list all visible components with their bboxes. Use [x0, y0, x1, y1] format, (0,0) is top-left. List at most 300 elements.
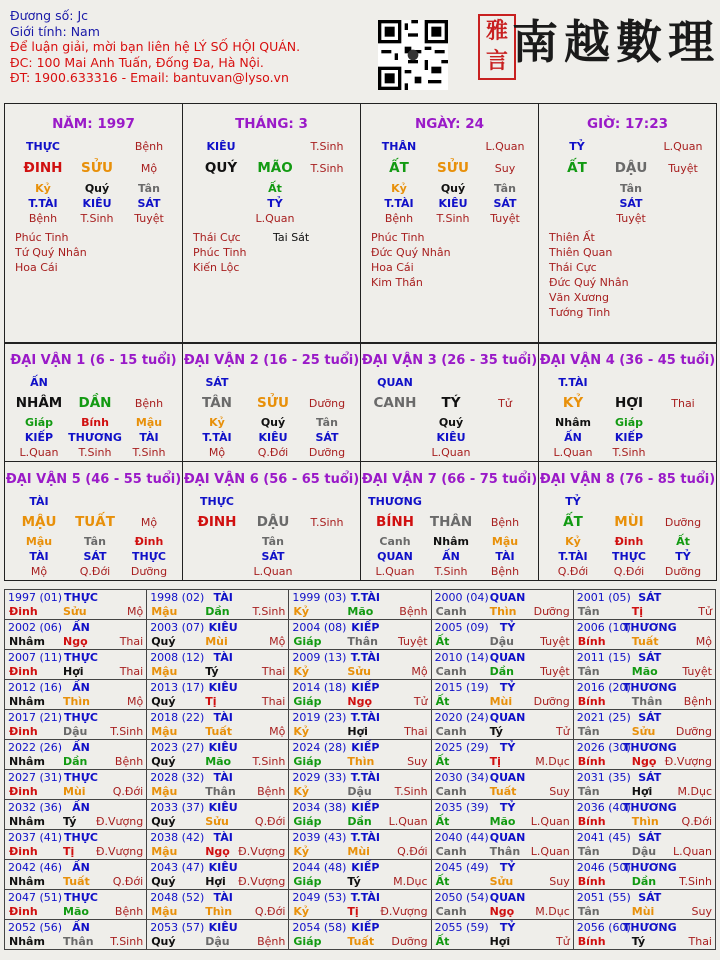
year-cell-content: [147, 890, 288, 919]
star-item: Thiên Quan: [549, 246, 613, 259]
cycle-hidden-god: THỰC: [612, 550, 646, 563]
year-label: 2013 (17): [150, 681, 205, 694]
year-status: Tử: [698, 605, 712, 618]
year-status: Mộ: [411, 665, 428, 678]
year-status: Bệnh: [683, 695, 712, 708]
year-god: T.TÀI: [350, 771, 381, 784]
year-label: 2002 (06): [8, 621, 63, 634]
year-row: [5, 590, 716, 620]
year-cell: [147, 740, 289, 770]
year-branch: Thìn: [347, 755, 375, 768]
year-label: 2022 (26): [8, 741, 63, 754]
year-branch: Ngọ: [347, 695, 373, 708]
year-stem: Nhâm: [9, 755, 45, 768]
year-cell-content: [432, 620, 573, 649]
branch-status: Suy: [494, 162, 516, 175]
year-label: 2020 (24): [434, 711, 489, 724]
year-label: 2027 (31): [8, 771, 63, 784]
luck-cycles-row-2: [4, 461, 717, 581]
year-row: [5, 920, 716, 950]
year-branch: Tị: [347, 905, 359, 918]
year-stem: Ất: [435, 635, 450, 648]
year-stem: Quý: [151, 815, 176, 828]
cycle-stem: NHÂM: [15, 395, 63, 411]
luck-cycle-7: [361, 462, 539, 581]
year-label: 1999 (03): [292, 591, 347, 604]
heaven-stem: ẤT: [389, 160, 409, 176]
year-label: 2026 (30): [576, 741, 631, 754]
year-status: M.Dục: [535, 755, 570, 768]
year-cell-content: [574, 680, 715, 709]
year-status: L.Quan: [673, 845, 712, 858]
year-branch: Sửu: [489, 875, 514, 888]
year-status: Đ.Vượng: [95, 815, 144, 828]
year-status: Thai: [688, 935, 712, 948]
cycle-status: Bệnh: [490, 516, 520, 529]
stem-god: THÂN: [381, 140, 417, 153]
year-cell-content: [432, 680, 573, 709]
year-label: 2055 (59): [434, 921, 489, 934]
year-cell: [573, 710, 715, 740]
year-label: 2009 (13): [292, 651, 347, 664]
heaven-stem: ẤT: [567, 160, 587, 176]
year-label: 2045 (49): [434, 861, 489, 874]
year-cell: [431, 800, 573, 830]
year-god: QUAN: [489, 891, 526, 904]
year-cell: [573, 770, 715, 800]
year-stem: Kỷ: [293, 905, 310, 918]
year-status: Đ.Vượng: [380, 905, 428, 918]
hidden-god: TỶ: [267, 197, 283, 210]
cycle-title: ĐẠI VẬN 6 (56 - 65 tuổi): [183, 472, 360, 487]
year-stem: Mậu: [151, 665, 178, 678]
year-god: TÀI: [213, 891, 233, 904]
year-branch: Ngọ: [489, 905, 515, 918]
year-status: Suy: [549, 785, 570, 798]
year-row: [5, 650, 716, 680]
year-row: [5, 740, 716, 770]
year-branch: Sửu: [631, 725, 656, 738]
cycle-stem: CANH: [373, 395, 417, 411]
cycle-hidden-god: QUAN: [377, 550, 413, 563]
cycle-status: Dưỡng: [664, 516, 702, 529]
year-label: 2040 (44): [434, 831, 489, 844]
year-stem: Quý: [151, 635, 176, 648]
year-branch: Hợi: [489, 935, 511, 948]
cycle-hidden-stem: Bính: [81, 416, 109, 429]
year-god: THỰC: [64, 891, 98, 904]
year-branch: Dậu: [489, 635, 514, 648]
hidden-stem: Quý: [84, 182, 110, 195]
pillar-2: [361, 104, 539, 344]
cycle-hidden-stem: Tân: [84, 535, 106, 548]
year-stem: Canh: [435, 905, 467, 918]
cycle-god: TỶ: [565, 495, 581, 508]
cycle-hidden-status: T.Sinh: [132, 446, 166, 459]
year-label: 2035 (39): [434, 801, 489, 814]
year-status: Dưỡng: [533, 695, 570, 708]
year-row: [5, 680, 716, 710]
year-god: TỶ: [499, 861, 516, 874]
year-cell: [431, 590, 573, 620]
year-god: THƯƠNG: [622, 681, 677, 694]
year-branch: Dậu: [347, 785, 372, 798]
year-label: 2049 (53): [292, 891, 347, 904]
year-stem: Mậu: [151, 605, 178, 618]
year-stem: Đinh: [9, 725, 38, 738]
cycle-stem: ĐINH: [197, 514, 237, 530]
year-cell: [573, 920, 715, 950]
year-label: 2039 (43): [292, 831, 347, 844]
year-cell: [573, 620, 715, 650]
pillar-title: GIỜ: 17:23: [587, 116, 668, 132]
year-branch: Thìn: [205, 905, 233, 918]
cycle-hidden-stem: Mậu: [491, 535, 519, 548]
year-status: Bệnh: [399, 605, 428, 618]
year-status: M.Dục: [677, 785, 712, 798]
pillar-title: THÁNG: 3: [235, 116, 308, 132]
cycle-branch: DẬU: [256, 514, 290, 530]
year-god: TỶ: [499, 921, 516, 934]
cycle-hidden-status: L.Quan: [431, 446, 471, 459]
star-item: Đức Quý Nhân: [371, 246, 451, 259]
cycle-god: TÀI: [29, 495, 49, 508]
year-cell-content: [574, 710, 715, 739]
year-label: 2052 (56): [8, 921, 63, 934]
earth-branch: DẬU: [614, 160, 648, 176]
year-label: 2054 (58): [292, 921, 347, 934]
seal-stamp: 雅 言: [478, 14, 516, 80]
year-god: ẤN: [72, 681, 90, 694]
year-status: Mộ: [269, 635, 286, 648]
year-cell-content: [5, 920, 146, 949]
cycle-hidden-stem: Ất: [676, 535, 690, 548]
year-cell-content: [147, 680, 288, 709]
year-status: T.Sinh: [252, 755, 286, 768]
year-status: T.Sinh: [394, 785, 428, 798]
year-branch: Tị: [205, 695, 217, 708]
year-cell: [289, 590, 431, 620]
cycle-hidden-stem: Giáp: [24, 416, 54, 429]
year-status: L.Quan: [530, 815, 570, 828]
star-item: Tướng Tinh: [549, 306, 611, 319]
year-god: THỰC: [64, 651, 98, 664]
cycle-hidden-god: THƯƠNG: [68, 431, 122, 444]
year-label: 2008 (12): [150, 651, 205, 664]
year-status: Suy: [549, 875, 570, 888]
year-cell-content: [289, 770, 430, 799]
year-label: 2021 (25): [576, 711, 631, 724]
year-stem: Ất: [435, 755, 450, 768]
year-cell-content: [289, 740, 430, 769]
year-status: Suy: [691, 905, 712, 918]
year-stem: Giáp: [293, 755, 322, 768]
year-branch: Mùi: [205, 635, 228, 648]
cycle-title: ĐẠI VẬN 8 (76 - 85 tuổi): [539, 472, 716, 487]
year-branch: Mùi: [631, 905, 655, 918]
year-label: 2014 (18): [292, 681, 347, 694]
year-stem: Quý: [151, 695, 176, 708]
cycle-stem: TÂN: [202, 395, 232, 411]
year-god: T.TÀI: [350, 831, 381, 844]
cycle-title: ĐẠI VẬN 2 (16 - 25 tuổi): [183, 353, 360, 368]
hidden-stem: Kỷ: [391, 182, 407, 195]
year-label: 2028 (32): [150, 771, 205, 784]
cycle-stem: KỶ: [562, 395, 584, 411]
year-branch: Tý: [205, 665, 219, 678]
year-status: Bệnh: [257, 785, 286, 798]
cycle-hidden-stem: Canh: [379, 535, 411, 548]
year-cell: [573, 650, 715, 680]
year-branch: Thân: [631, 695, 663, 708]
year-god: THƯƠNG: [622, 741, 677, 754]
cycle-hidden-stem: Nhâm: [555, 416, 591, 429]
hidden-status: L.Quan: [255, 212, 295, 225]
year-god: SÁT: [638, 831, 662, 844]
year-status: Q.Đới: [112, 875, 144, 888]
year-branch: Dần: [347, 815, 372, 828]
year-branch: Tị: [631, 605, 644, 618]
contact-line: Để luận giải, mời bạn liên hệ LÝ SỐ HỘI QUÁN.: [10, 39, 301, 55]
cycle-hidden-god: KIÊU: [436, 431, 466, 444]
year-cell-content: [574, 920, 715, 949]
year-branch: Hợi: [205, 875, 226, 888]
year-label: 2018 (22): [150, 711, 205, 724]
year-stem: Ất: [435, 815, 450, 828]
year-branch: Tuất: [489, 785, 517, 798]
cycle-branch: HỢI: [614, 395, 644, 411]
year-status: Thai: [404, 725, 428, 738]
year-god: KIẾP: [351, 741, 380, 754]
star-item: Thái Cực: [549, 261, 597, 274]
year-branch: Hợi: [347, 725, 368, 738]
year-stem: Đinh: [9, 665, 38, 678]
year-row: [5, 620, 716, 650]
year-branch: Tuất: [63, 875, 90, 888]
pillar-title: NGÀY: 24: [414, 116, 485, 132]
star-item: Tứ Quý Nhân: [15, 246, 87, 259]
year-god: THƯƠNG: [622, 921, 677, 934]
year-status: Suy: [407, 755, 428, 768]
qr-code-icon: [378, 20, 448, 90]
stem-god: TỶ: [569, 140, 585, 153]
year-god: TÀI: [213, 711, 233, 724]
hidden-stem: Tân: [494, 182, 516, 195]
stem-god-status: Bệnh: [134, 140, 164, 153]
year-branch: Sửu: [63, 605, 87, 618]
year-status: L.Quan: [530, 845, 570, 858]
year-cell-content: [147, 590, 288, 619]
year-cell-content: [5, 890, 146, 919]
year-stem: Canh: [435, 785, 467, 798]
cycle-hidden-status: T.Sinh: [434, 565, 468, 578]
year-god: QUAN: [489, 711, 526, 724]
year-cell: [289, 860, 431, 890]
hidden-stem: Tân: [138, 182, 160, 195]
year-cell: [5, 680, 147, 710]
star-item: Thiên Ất: [549, 231, 595, 244]
cycle-hidden-status: Q.Đới: [557, 565, 589, 578]
year-branch: Thân: [489, 845, 521, 858]
year-stem: Nhâm: [9, 815, 45, 828]
star-item: Hoa Cái: [15, 261, 58, 274]
year-stem: Ất: [435, 935, 450, 948]
heaven-stem: ĐINH: [23, 160, 63, 176]
year-stem: Kỷ: [293, 605, 310, 618]
year-cell: [5, 740, 147, 770]
year-branch: Tị: [63, 845, 75, 858]
cycle-god: THỰC: [200, 495, 234, 508]
year-cell: [289, 890, 431, 920]
year-branch: Thân: [205, 785, 236, 798]
earth-branch: SỬU: [437, 160, 469, 176]
year-cell-content: [432, 830, 573, 859]
year-status: T.Sinh: [110, 725, 144, 738]
year-cell: [431, 890, 573, 920]
year-status: M.Dục: [393, 875, 428, 888]
year-status: L.Quan: [388, 815, 428, 828]
pillar-title: NĂM: 1997: [52, 116, 135, 132]
cycle-hidden-status: L.Quan: [19, 446, 59, 459]
hidden-status: Bệnh: [384, 212, 414, 225]
year-status: T.Sinh: [110, 935, 144, 948]
year-status: Q.Đới: [681, 815, 712, 828]
cycle-hidden-god: SÁT: [83, 550, 107, 563]
star-extra: Tai Sát: [273, 231, 310, 244]
stem-god: THỰC: [26, 140, 60, 153]
year-god: THƯƠNG: [622, 861, 677, 874]
year-cell: [5, 800, 147, 830]
year-branch: Tý: [489, 725, 503, 738]
year-status: Thai: [261, 665, 286, 678]
gender-value: Nam: [70, 23, 100, 39]
year-cell: [147, 620, 289, 650]
year-stem: Bính: [577, 815, 606, 828]
year-cell-content: [432, 890, 573, 919]
hidden-stem: Ất: [268, 182, 282, 195]
year-god: THỰC: [64, 771, 98, 784]
year-cell-content: [5, 800, 146, 829]
year-row: [5, 770, 716, 800]
phone-email-line: ĐT: 1900.633316 - Email: bantuvan@lyso.vn: [10, 70, 289, 86]
year-god: KIẾP: [351, 861, 380, 874]
year-cell: [573, 680, 715, 710]
pillar-3: [539, 104, 717, 344]
year-status: Q.Đới: [254, 815, 286, 828]
year-label: 2006 (10): [576, 621, 631, 634]
cycle-hidden-stem: Quý: [438, 416, 464, 429]
year-cell: [431, 650, 573, 680]
cycle-hidden-god: TÀI: [495, 550, 515, 563]
year-branch: Tuất: [631, 635, 659, 648]
star-item: Văn Xương: [549, 291, 609, 304]
year-god: T.TÀI: [350, 891, 381, 904]
hidden-god: KIÊU: [82, 197, 112, 210]
year-cell: [147, 770, 289, 800]
year-god: SÁT: [638, 651, 662, 664]
stem-god: KIÊU: [206, 140, 236, 153]
cycle-hidden-status: Dưỡng: [130, 565, 168, 578]
year-branch: Dần: [631, 875, 657, 888]
year-god: T.TÀI: [350, 711, 381, 724]
year-status: Mộ: [695, 635, 712, 648]
year-status: Dưỡng: [675, 725, 712, 738]
year-label: 2007 (11): [8, 651, 63, 664]
star-item: Hoa Cái: [371, 261, 414, 274]
year-stem: Tân: [577, 845, 600, 858]
year-cell-content: [574, 590, 715, 619]
cycle-branch: TÝ: [441, 395, 461, 411]
year-cell: [431, 830, 573, 860]
year-stem: Bính: [577, 875, 606, 888]
year-status: Bệnh: [114, 755, 144, 768]
year-stem: Mậu: [151, 845, 178, 858]
year-label: 2015 (19): [434, 681, 489, 694]
year-stem: Bính: [577, 695, 606, 708]
year-branch: Ngọ: [205, 845, 230, 858]
year-cell-content: [432, 860, 573, 889]
year-cell: [147, 710, 289, 740]
year-god: TỶ: [499, 741, 516, 754]
cycle-hidden-god: ẤN: [442, 550, 460, 563]
cycle-hidden-status: Q.Đới: [257, 446, 289, 459]
year-label: 2031 (35): [576, 771, 631, 784]
year-god: ẤN: [72, 801, 90, 814]
cycle-hidden-stem: Quý: [260, 416, 286, 429]
year-cell-content: [289, 680, 430, 709]
year-cell: [431, 920, 573, 950]
year-status: Mộ: [269, 725, 286, 738]
year-god: KIÊU: [208, 801, 238, 814]
cycle-hidden-god: ẤN: [564, 431, 582, 444]
year-status: Dưỡng: [533, 605, 570, 618]
year-label: 2048 (52): [150, 891, 205, 904]
year-label: 2037 (41): [8, 831, 63, 844]
year-branch: Mão: [489, 815, 516, 828]
year-status: T.Sinh: [679, 875, 712, 888]
year-cell: [573, 830, 715, 860]
year-cell: [147, 860, 289, 890]
star-item: Kiến Lộc: [193, 261, 240, 274]
year-god: TÀI: [213, 651, 233, 664]
year-cell-content: [147, 740, 288, 769]
year-label: 2017 (21): [8, 711, 63, 724]
year-cell: [431, 740, 573, 770]
year-god: ẤN: [72, 861, 90, 874]
year-stem: Mậu: [151, 725, 178, 738]
year-stem: Canh: [435, 845, 467, 858]
year-branch: Sửu: [347, 665, 371, 678]
cycle-title: ĐẠI VẬN 7 (66 - 75 tuổi): [361, 472, 538, 487]
cycle-god: T.TÀI: [558, 376, 588, 389]
year-label: 2025 (29): [434, 741, 489, 754]
year-god: QUAN: [489, 831, 526, 844]
cycle-hidden-stem: Đinh: [614, 535, 644, 548]
four-pillars: [4, 103, 717, 344]
year-label: 2046 (50): [576, 861, 631, 874]
cycle-hidden-status: Q.Đới: [613, 565, 645, 578]
year-cell: [289, 830, 431, 860]
year-branch: Dậu: [631, 845, 657, 858]
year-status: Q.Đới: [397, 845, 428, 858]
year-branch: Tý: [63, 815, 77, 828]
cycle-title: ĐẠI VẬN 1 (6 - 15 tuổi): [10, 353, 177, 368]
year-label: 2010 (14): [434, 651, 489, 664]
year-cell-content: [5, 710, 146, 739]
year-label: 1998 (02): [150, 591, 205, 604]
year-god: T.TÀI: [350, 651, 381, 664]
year-cell: [289, 800, 431, 830]
